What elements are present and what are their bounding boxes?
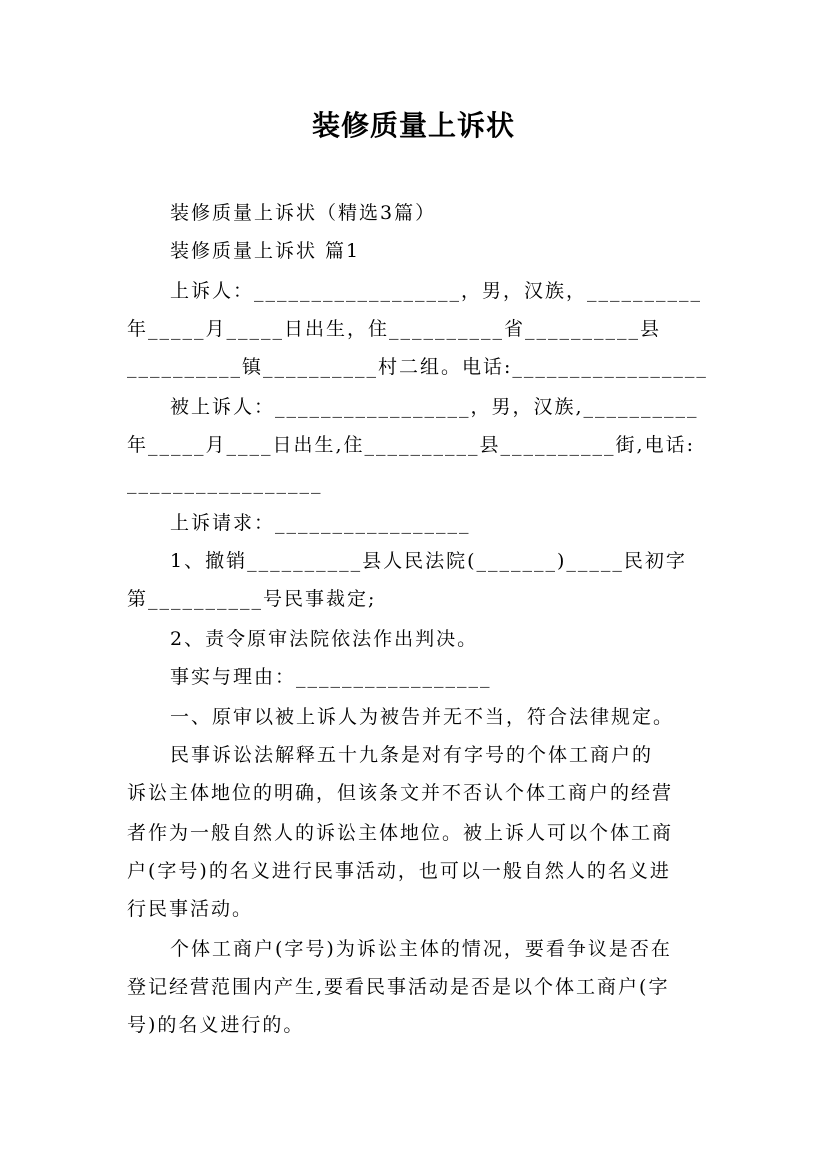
text-line-paragraph-2: 个体工商户(字号)为诉讼主体的情况，要看争议是否在 [170, 938, 672, 960]
text-line-request-1: 1、撤销__________县人民法院(_______)_____民初字 [170, 550, 687, 572]
text-line-paragraph-1-l5: 行民事活动。 [127, 898, 254, 920]
text-line-respondent-birth: 年_____月____日出生,住__________县__________街,电话: [127, 434, 695, 456]
text-line-respondent-phone: _________________ [127, 472, 323, 494]
text-line-request-2: 2、责令原审法院依法作出判决。 [170, 628, 479, 650]
document-title: 装修质量上诉状 [311, 109, 515, 142]
text-line-appellant-birth: 年_____月_____日出生，住__________省__________县 [127, 318, 662, 340]
text-line-paragraph-1-l2: 诉讼主体地位的明确，但该条文并不否认个体工商户的经营 [127, 782, 674, 804]
text-line-facts-heading: 事实与理由：_________________ [170, 666, 492, 688]
text-line-paragraph-1: 民事诉讼法解释五十九条是对有字号的个体工商户的 [170, 744, 654, 766]
text-line-paragraph-1-l3: 者作为一般自然人的诉讼主体地位。被上诉人可以个体工商 [127, 822, 674, 844]
text-line-appeal-request: 上诉请求：_________________ [170, 512, 471, 534]
text-line-paragraph-2-l2: 登记经营范围内产生,要看民事活动是否是以个体工商户(字 [127, 976, 670, 998]
text-line-section-heading: 装修质量上诉状 篇1 [170, 240, 361, 262]
text-line-paragraph-2-l3: 号)的名义进行的。 [127, 1014, 305, 1036]
text-line-request-1-cont: 第__________号民事裁定; [127, 588, 377, 610]
text-line-fact-1: 一、原审以被上诉人为被告并无不当，符合法律规定。 [170, 706, 675, 728]
text-line-appellant-address: __________镇__________村二组。电话:_________________ [127, 356, 708, 378]
text-line-respondent: 被上诉人：_________________，男，汉族,__________ [170, 396, 699, 418]
text-line-paragraph-1-l4: 户(字号)的名义进行民事活动，也可以一般自然人的名义进 [127, 860, 671, 882]
text-line-subtitle: 装修质量上诉状（精选3篇） [170, 202, 437, 224]
text-line-appellant: 上诉人：__________________，男，汉族，__________ [170, 280, 703, 302]
